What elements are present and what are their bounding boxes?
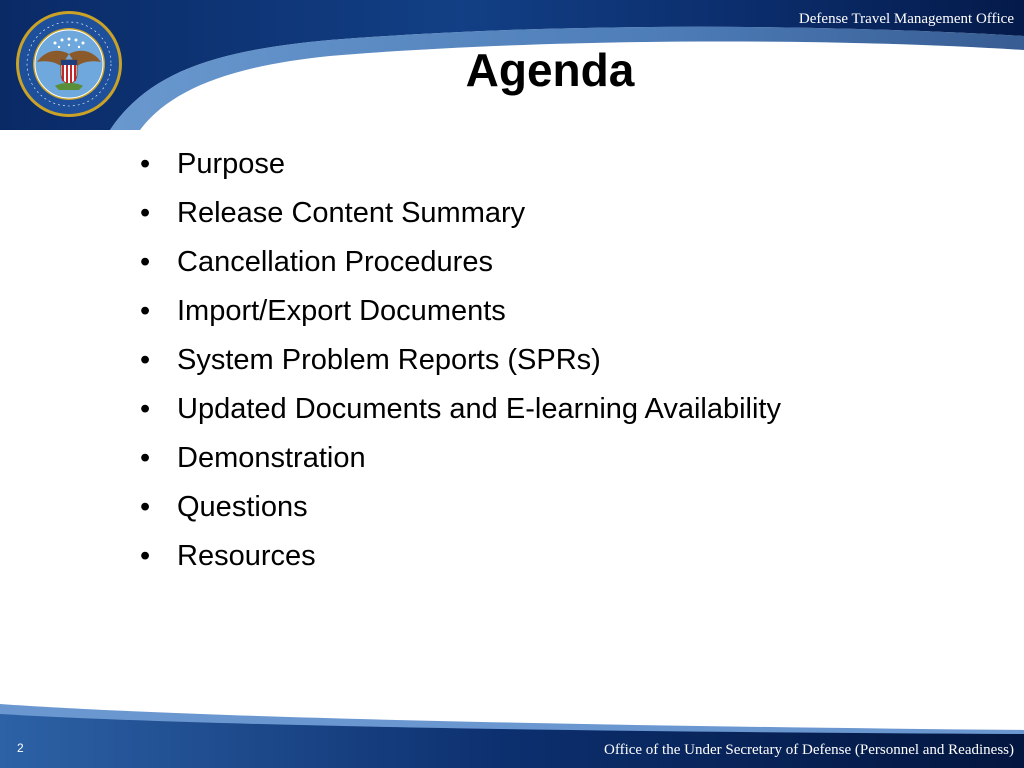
footer-office: Office of the Under Secretary of Defense (Personnel and Readiness) [604,742,1014,758]
agenda-item-label: Demonstration [177,442,366,474]
bullet-icon: • [140,393,151,425]
bullet-icon: • [140,246,151,278]
bullet-icon: • [140,197,151,229]
header-organization: Defense Travel Management Office [798,11,1014,27]
agenda-item-import-export-documents [140,287,781,336]
agenda-item-label: Cancellation Procedures [177,246,493,278]
bullet-icon: • [140,540,151,572]
agenda-item-questions [140,483,781,532]
agenda-item-updated-documents [140,385,781,434]
bullet-icon: • [140,295,151,327]
agenda-item-label: Resources [177,540,316,572]
agenda-item-label: Release Content Summary [177,197,526,229]
agenda-item-system-problem-reports [140,336,781,385]
agenda-item-label: System Problem Reports (SPRs) [177,344,601,376]
agenda-item-label: Updated Documents and E-learning Availability [177,393,781,425]
agenda-item-purpose [140,140,781,189]
bullet-icon: • [140,442,151,474]
dod-seal-icon [15,10,123,118]
agenda-item-label: Questions [177,491,308,523]
agenda-item-release-content-summary [140,189,781,238]
slide-title: Agenda [465,44,635,96]
agenda-item-label: Purpose [177,148,286,180]
page-number: 2 [17,741,24,755]
agenda-item-demonstration [140,434,781,483]
agenda-item-label: Import/Export Documents [177,295,506,327]
agenda-item-resources [140,532,781,581]
bullet-icon: • [140,344,151,376]
bullet-icon: • [140,491,151,523]
bullet-icon: • [140,148,151,180]
agenda-list [140,140,781,581]
agenda-item-cancellation-procedures [140,238,781,287]
